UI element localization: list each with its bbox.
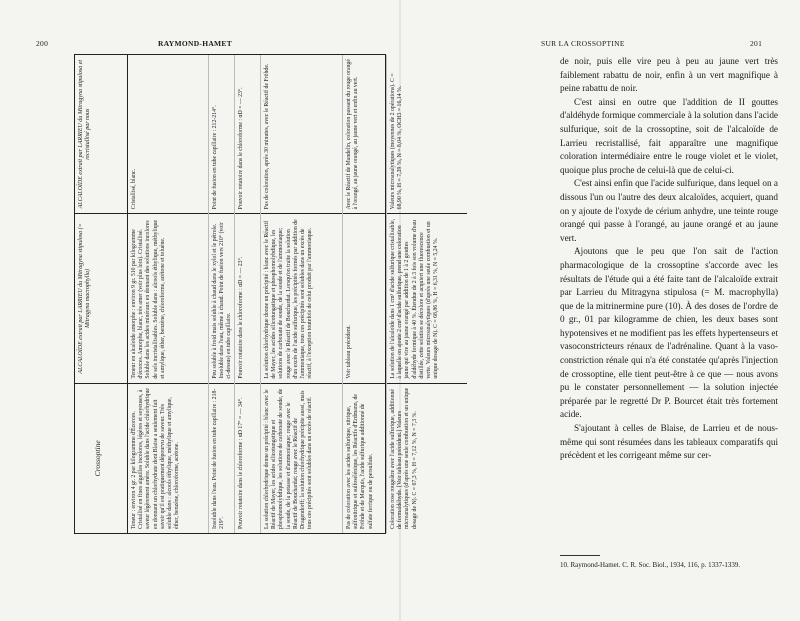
table-cell: La solution chlorhydrique donne un précipité : blanc avec le Réactif de Mayer, les acides silicotungstique et phosphomolybdique, les solutions de carbonate de soude, de la soude et de l'ammoniaque; rouge avec le Réactif de Bouchardat. Lorsqu'on traite la solution d'un excès de l'acide sulfurique, les précipités formés par addition de l'ammoniaque, tous ces précipités sont solubles dans un excès de réactif, à l'exception toutefois de celui produit par l'ammoniaque. xyxy=(261,214,342,383)
table-row xyxy=(128,55,208,533)
table-cell: La solution de l'alcaloïde dans 1 cm³ d'acide sulfurique cristallisable, à laquelle on ajoute 2 cm³ d'acide sulfurique, prend une coloration jaune qui vire au jaune orangé par addition de 1 à 2 gouttes d'aldéhyde formique à 40 %. Étendue de 2 à 3 fois son volume d'eau distillée, cette solution se décolore et acquiert une fluorescence verte. Valeurs microanalytiques (d'après une seule combustion et un unique dosage de N). C = 68,86 %, H = 6,31 %, N = 5,24 %. xyxy=(387,214,467,383)
table-cell: Valeurs microanalytiques (moyennes de 2 opérations). C = 68,90 %, H = 7,39 %, N = 8,04 %, OCH3 = 16,14 %. xyxy=(387,55,467,214)
table-row xyxy=(260,55,342,533)
table-row xyxy=(386,55,467,533)
table-cell: Cristallisé, blanc. xyxy=(128,55,208,214)
table-cell: La solution chlorhydrique donne un précipité : blanc avec le Réactif de Mayer, les acides silicotungstique et phosphomolybdique, les solutions de carbonate de soude, de la soude, de la potasse et d'ammoniaque; rouge avec le Réactif de Bouchardat; rouge avec le Réactif de Dragendorff; la solution chlorhydrique précipite aussi, mais tous ces précipités sont solubles dans un excès de réactif. xyxy=(264,388,314,529)
table-header-larrieu-alkaloid: ALCALOÏDE extrait par LARRIEU du Mitragyna stipulosa (= Mitragyna macrophylla) xyxy=(75,214,127,383)
table-cell: Peu soluble à froid mais soluble à chaud dans le xylol et le pétrole. Insoluble dans l'eau, même à chaud. Point de fusion vers 210° (voir ci-dessus) en tube capillaire. xyxy=(209,214,234,383)
page-number-left: 200 xyxy=(36,39,49,48)
paragraph: S'ajoutant à celles de Blaise, de Larrieu et de nous-même qui sont résumées dans les tableaux comparatifs qui précèdent et les corrigeant même sur cer- xyxy=(560,423,778,461)
table-header-crossoptine: Crossoptine xyxy=(93,440,102,477)
table-cell: Voir tableau précédent. xyxy=(343,214,386,383)
table-header xyxy=(75,55,128,533)
table-cell: Insoluble dans l'eau. Point de fusion en tube capillaire : 218-219°. xyxy=(212,388,226,529)
page-number-right: 201 xyxy=(750,39,763,48)
table-cell: Pouvoir rotatoire dans le chloroforme : αD = — 23°. xyxy=(235,55,260,214)
footnote-rule xyxy=(560,555,600,556)
table-cell: Pas de coloration avec les acides sulfurique, nitrique, sulfonitrique et sulfosélénique, les Réactifs d'Erdmann, de Fröhde et de Marquis, l'acide sulfurique additionné de sulfate ferrique ou de persulfate. xyxy=(346,394,374,529)
table-row xyxy=(208,55,234,533)
table-row xyxy=(342,55,386,533)
comparison-table xyxy=(74,54,440,534)
table-cell: Pouvoir rotatoire dans le chloroforme : αD = — 23°. xyxy=(235,214,260,383)
running-head-right: SUR LA CROSSOPTINE xyxy=(541,39,625,48)
table-cell: Point de fusion en tube capillaire : 212-214°. xyxy=(209,55,234,214)
table-cell: Pouvoir rotatoire dans le chloroforme : αD 17° = — 34°. xyxy=(238,397,244,529)
footnote: 10. Raymond-Hamet. C. R. Soc. Biol., 1934, 116, p. 1337-1339. xyxy=(560,561,741,569)
table-cell: Pas de coloration, après 30 minutes, avec le Réactif de Fröhde. xyxy=(261,55,342,214)
table-row xyxy=(234,55,260,533)
table-header-recrystallised-alkaloid: ALCALOÏDE extrait par LARRIEU du Mitragyna stipulosa et recristallisé par nous xyxy=(75,55,127,214)
table-cell: Avec le Réactif de Mandelin, coloration passant du rouge orangé à l'orangé, au jaune orangé, au jaune vert et enfin au vert. xyxy=(343,55,386,214)
running-head-left: RAYMOND-HAMET xyxy=(158,39,233,48)
table-cell: Teneur en alcaloïde amorphe : environ 9 gr. 510 par kilogramme d'écorces. Amorphe, blanc, très amer (voir plus loin). Cristallisé. Soluble dans les acides minéraux en donnant des solutions incolores de sels incristallisables. Soluble dans : alcools éthylique, méthylique et amylique, éther, benzène, chloroforme, acétone et toluène. xyxy=(128,214,208,383)
table-cell: Coloration rose rougeâtre avec l'acide sulfurique, additionné de formaldéhyde. [Voir tableau précédent.] Valeurs microanalytiques (d'après une seule combustion et un unique dosage de N). C = 67,3 %, H = 7,12 %, N = 7,3 %. xyxy=(390,387,418,529)
body-text xyxy=(560,55,778,463)
paragraph: C'est ainsi enfin que l'acide sulfurique, dans lequel on a dissous l'un ou l'autre des deux alcaloïdes, acquiert, quand on y ajoute de l'oxyde de cérium anhydre, une teinte rouge orangé qui passe à l'orangé, au jaune orangé et au jaune vert. xyxy=(560,178,778,243)
table-cell: Teneur : environ 4 gr. 2 par kilogramme d'Écorces. Cristallisé en fines aiguilles incolores, légères et soyeuses, à saveur légèrement amère. Soluble dans l'acide chlorhydrique en donnant un chlorhydrate dont Blaise a seulement fait savoir qu'il est pratiquement dépourvu de saveur. Très soluble dans : alcools éthylique, méthylique et amylique, éther, benzène, chloroforme, acétone. xyxy=(131,388,181,529)
comparison-table-wrapper xyxy=(74,54,440,534)
paragraph: Ajoutons que le peu que l'on sait de l'action pharmacologique de la crossoptine s'accorde avec les résultats de l'étude qui a été faite tant de l'alcaloïde extrait par Larrieu du Mitragyna stipulosa (= M. macrophylla) que de la mitrinermine pure (10). À des doses de l'ordre de 0 gr., 01 par kilogramme de chien, les deux bases sont hypotensives et ne modifient pas les effets hypertenseurs et vasoconstricteurs rénaux de l'adrénaline. Quant à la vaso-constriction rénale qui n'a été constatée qu'après l'injection de crossoptine, elle tient peut-être à ce que — nous avons pu le constater personnellement — la solution injectée préparée par le regretté Dr P. Bourcet était très fortement acide. xyxy=(560,246,778,420)
paragraph: C'est ainsi en outre que l'addition de II gouttes d'aldéhyde formique commerciale à la solution dans l'acide sulfurique, soit de la crossoptine, soit de l'alcaloïde de Larrieu recristallisé, fait apparaître une magnifique coloration intermédiaire entre le rouge violet et le violet, quoique plus proche de celui-là que de celui-ci. xyxy=(560,96,778,175)
paragraph: de noir, puis elle vire peu à peu au jaune vert très faiblement rabattu de noir, enfin à un vert magnifique à peine rabattu de noir. xyxy=(560,56,778,94)
